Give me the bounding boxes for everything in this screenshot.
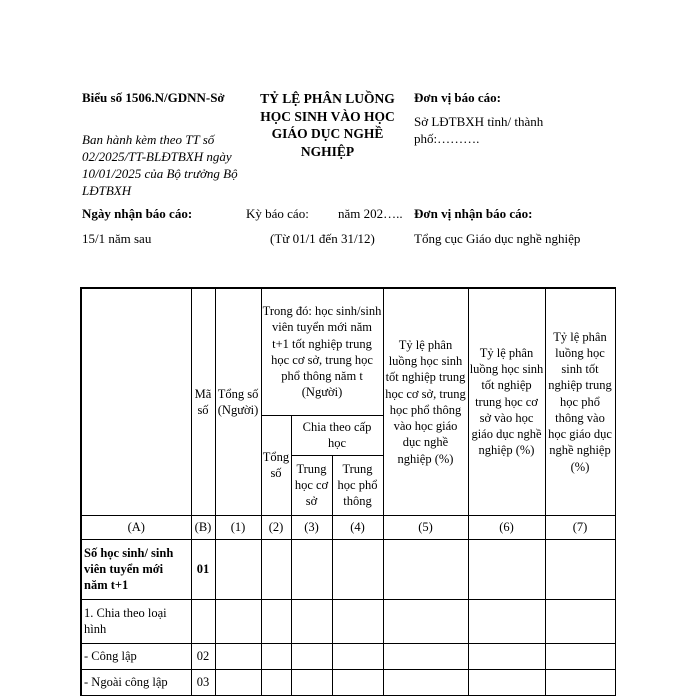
- row-label: - Ngoài công lập: [81, 669, 191, 695]
- data-cell: [291, 669, 332, 695]
- row-label: 1. Chia theo loại hình: [81, 599, 191, 643]
- header-subtotal: Tổng số: [261, 415, 291, 515]
- reporting-unit-label: Đơn vị báo cáo:: [414, 90, 502, 105]
- data-cell: [291, 643, 332, 669]
- index-cell: (2): [261, 515, 291, 539]
- data-cell: [545, 599, 615, 643]
- row-code: 02: [191, 643, 215, 669]
- row-label: Số học sinh/ sinh viên tuyển mới năm t+1: [81, 539, 191, 599]
- data-cell: [291, 539, 332, 599]
- header-ratio-6: Tỷ lệ phân luồng học sinh tốt nghiệp trung học cơ sở vào học giáo dục nghề nghiệp (%): [468, 288, 545, 515]
- index-cell: (4): [332, 515, 383, 539]
- index-cell: (7): [545, 515, 615, 539]
- document-title: TỶ LỆ PHÂN LUỒNG HỌC SINH VÀO HỌC GIÁO DỤC NGHỀ NGHIỆP: [260, 91, 395, 159]
- table-row: [81, 669, 615, 695]
- data-cell: [383, 643, 468, 669]
- header-code: Mã số: [191, 288, 215, 515]
- data-cell: [332, 539, 383, 599]
- data-cell: [261, 599, 291, 643]
- receive-date-value: 15/1 năm sau: [82, 231, 152, 246]
- header-thcs: Trung học cơ sở: [291, 455, 332, 515]
- row-code: 03: [191, 669, 215, 695]
- data-cell: [545, 539, 615, 599]
- index-cell: (5): [383, 515, 468, 539]
- row-code: 01: [191, 539, 215, 599]
- row-code: [191, 599, 215, 643]
- report-table: [80, 287, 616, 696]
- index-cell: (6): [468, 515, 545, 539]
- index-cell: (A): [81, 515, 191, 539]
- row-label: - Công lập: [81, 643, 191, 669]
- data-cell: [215, 539, 261, 599]
- header-ratio-7: Tỷ lệ phân luồng học sinh tốt nghiệp trung học phổ thông vào học giáo dục nghề nghiệp (%): [545, 288, 615, 515]
- period-label: Kỳ báo cáo:: [246, 206, 309, 221]
- data-cell: [468, 599, 545, 643]
- data-cell: [215, 643, 261, 669]
- form-code: Biểu số 1506.N/GDNN-Sở: [82, 90, 225, 105]
- header-by-level: Chia theo cấp học: [291, 415, 383, 455]
- index-cell: (1): [215, 515, 261, 539]
- data-cell: [545, 643, 615, 669]
- period-range: (Từ 01/1 đến 31/12): [270, 231, 375, 246]
- data-cell: [261, 643, 291, 669]
- receive-date-label: Ngày nhận báo cáo:: [82, 206, 193, 221]
- header-thpt: Trung học phổ thông: [332, 455, 383, 515]
- header-cell-a: [81, 288, 191, 515]
- header-ratio-5: Tỷ lệ phân luồng học sinh tốt nghiệp trung học cơ sở, trung học phổ thông vào học giáo dục nghề nghiệp (%): [383, 288, 468, 515]
- reporting-unit-value: Sở LĐTBXH tỉnh/ thành phố:……….: [414, 114, 544, 146]
- receiver-label: Đơn vị nhận báo cáo:: [414, 206, 533, 221]
- data-cell: [468, 643, 545, 669]
- index-row: [81, 515, 615, 539]
- header-group: Trong đó: học sinh/sinh viên tuyển mới năm t+1 tốt nghiệp trung học cơ sở, trung học phổ thông năm t (Người): [261, 288, 383, 415]
- data-cell: [332, 599, 383, 643]
- header-total: Tổng số (Người): [215, 288, 261, 515]
- data-cell: [332, 643, 383, 669]
- period-year: năm 202…..: [338, 206, 403, 221]
- data-cell: [383, 599, 468, 643]
- table-row: [81, 643, 615, 669]
- index-cell: (3): [291, 515, 332, 539]
- data-cell: [468, 669, 545, 695]
- data-cell: [215, 599, 261, 643]
- table-row: [81, 539, 615, 599]
- data-cell: [215, 669, 261, 695]
- data-cell: [261, 669, 291, 695]
- data-cell: [545, 669, 615, 695]
- table-row: [81, 599, 615, 643]
- data-cell: [468, 539, 545, 599]
- issued-note: Ban hành kèm theo TT số 02/2025/TT-BLĐTBXH ngày 10/01/2025 của Bộ trưởng Bộ LĐTBXH: [82, 132, 238, 198]
- index-cell: (B): [191, 515, 215, 539]
- data-cell: [383, 669, 468, 695]
- data-cell: [383, 539, 468, 599]
- data-cell: [261, 539, 291, 599]
- data-cell: [291, 599, 332, 643]
- receiver-value: Tổng cục Giáo dục nghề nghiệp: [414, 231, 581, 246]
- data-cell: [332, 669, 383, 695]
